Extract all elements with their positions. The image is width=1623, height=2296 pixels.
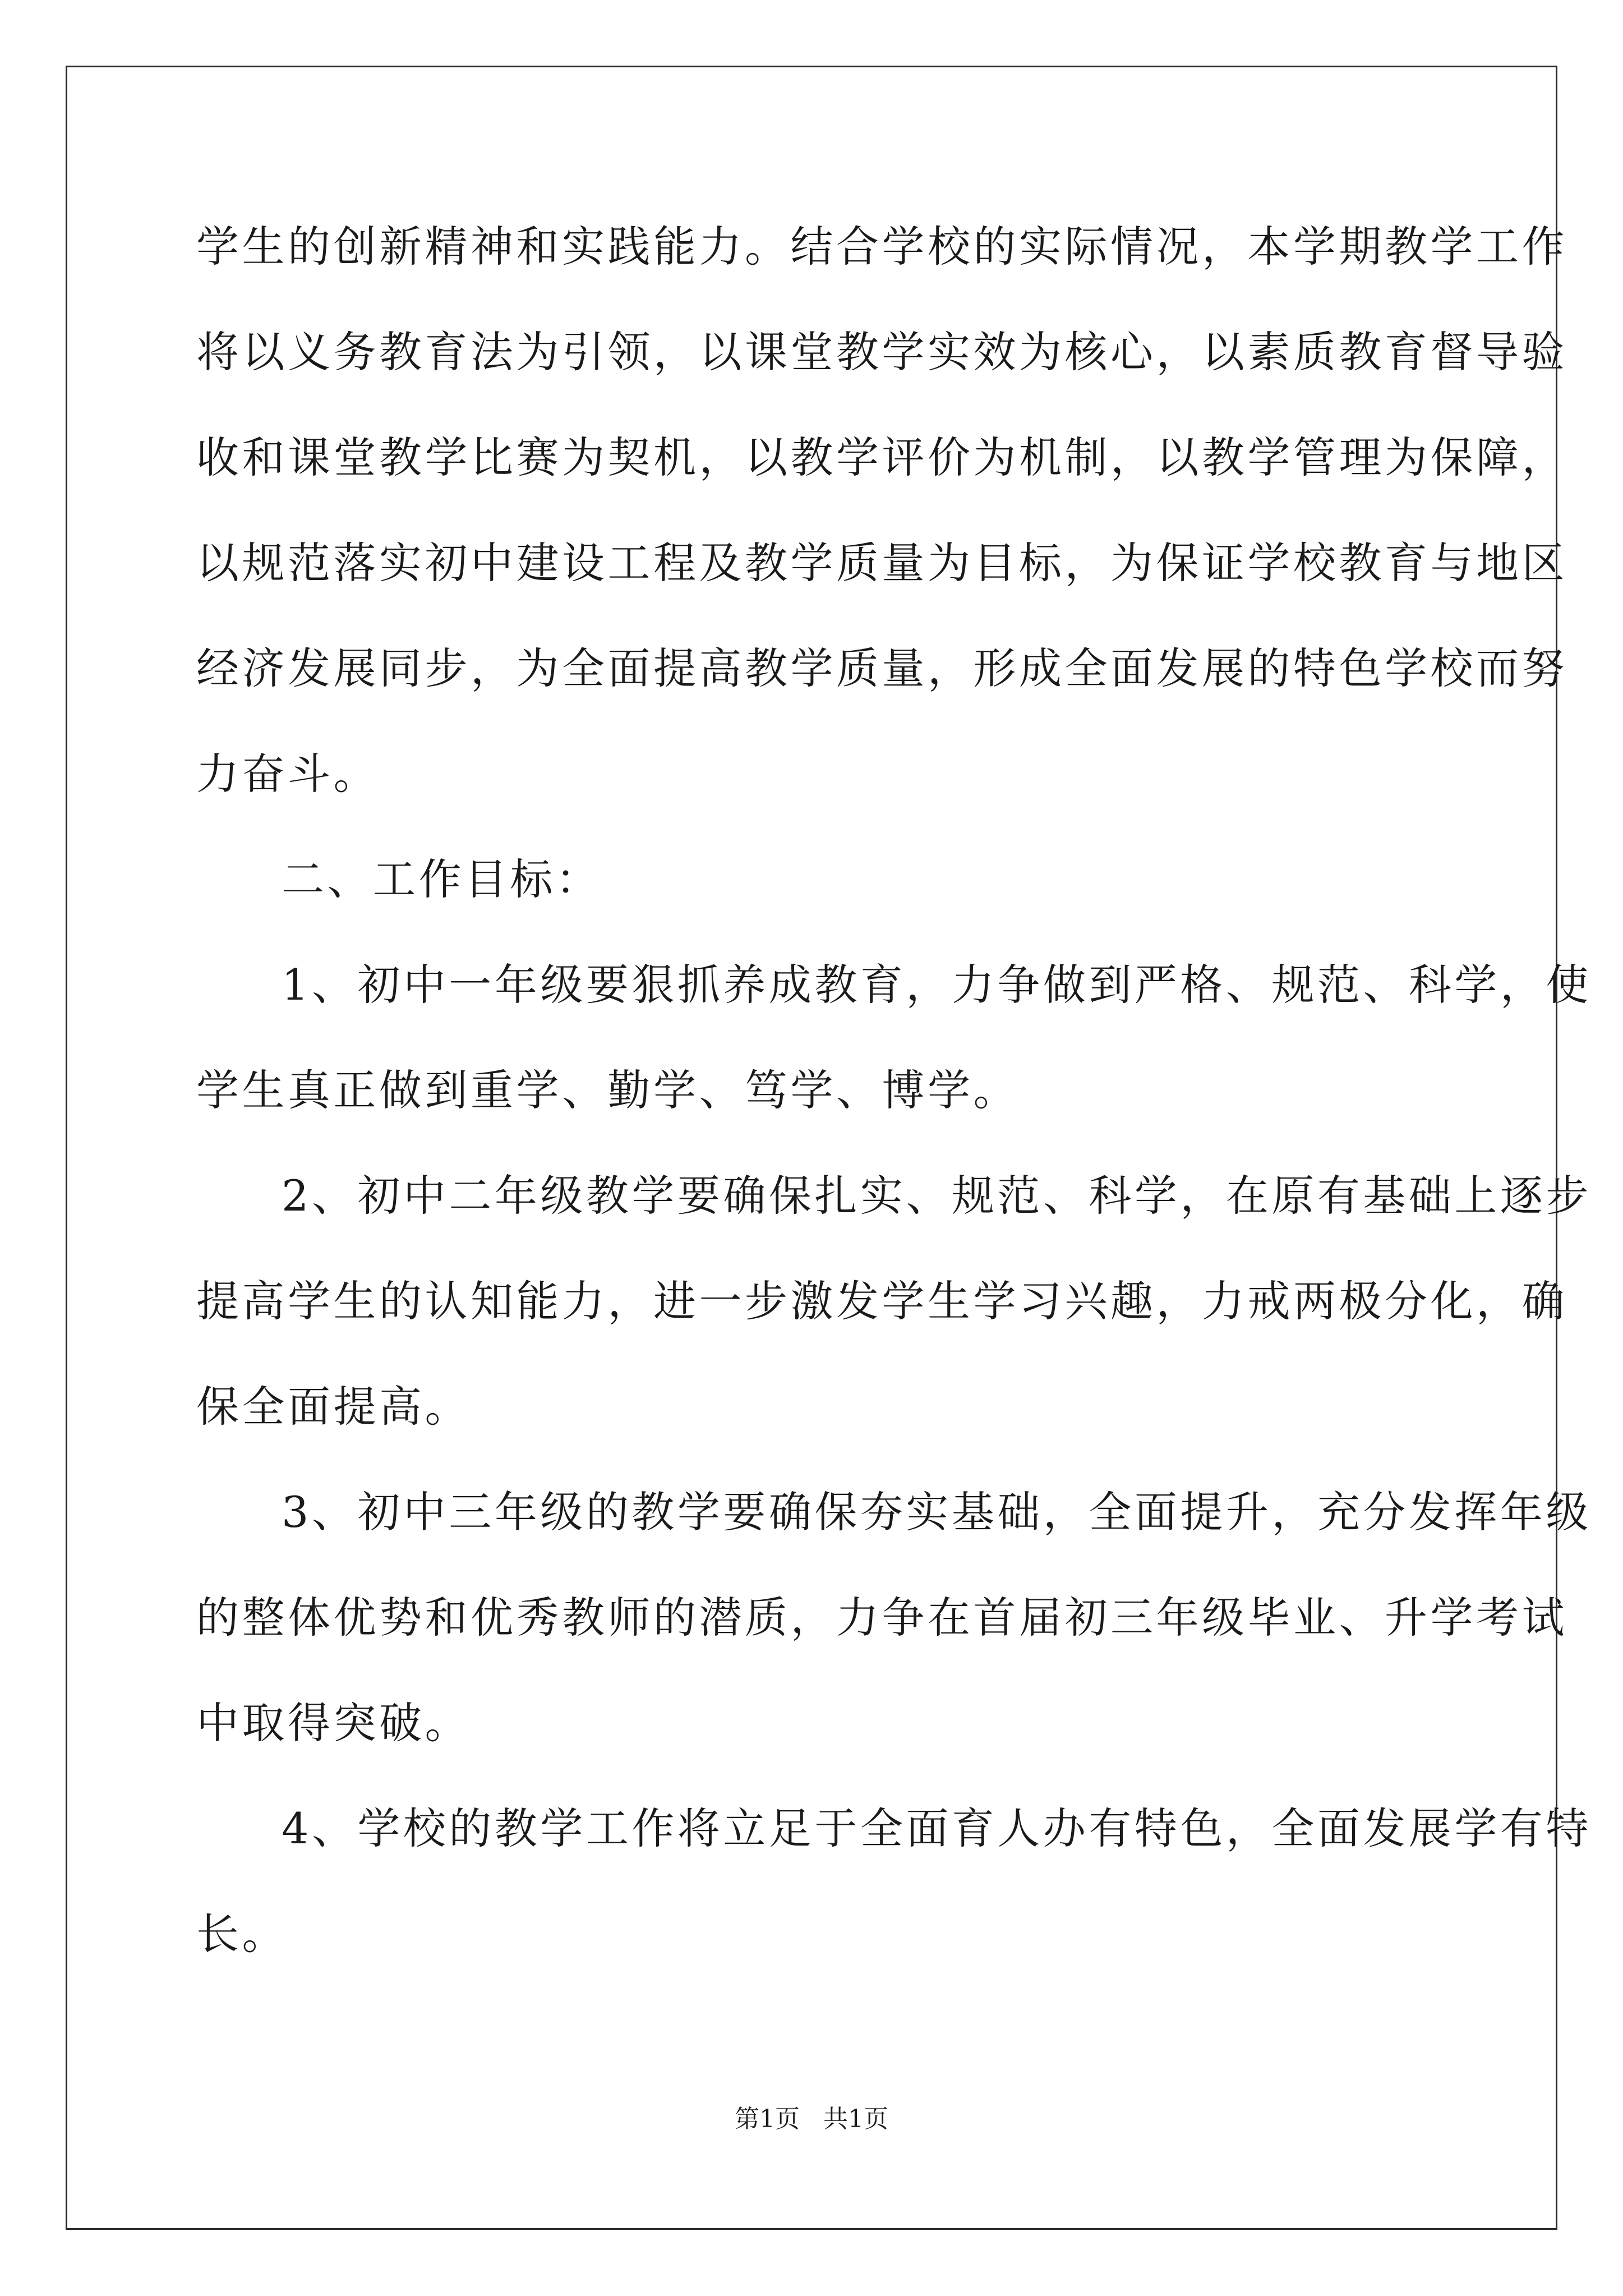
paragraph-line: 学生真正做到重学、勤学、笃学、博学。 [196,1065,1019,1115]
paragraph-line: 2、初中二年级教学要确保扎实、规范、科学，在原有基础上逐步 [282,1171,1592,1221]
section-heading: 二、工作目标： [282,854,602,904]
paragraph-line: 收和课堂教学比赛为契机，以教学评价为机制，以教学管理为保障， [196,432,1567,482]
paragraph-line: 的整体优势和优秀教师的潜质，力争在首届初三年级毕业、升学考试 [196,1593,1567,1642]
paragraph-line: 长。 [196,1909,288,1959]
paragraph-line: 4、学校的教学工作将立足于全面育人办有特色，全面发展学有特 [282,1803,1592,1853]
paragraph-line: 以规范落实初中建设工程及教学质量为目标，为保证学校教育与地区 [196,538,1567,588]
paragraph-line: 力奋斗。 [196,749,379,799]
paragraph-line: 经济发展同步，为全面提高教学质量，形成全面发展的特色学校而努 [196,643,1567,693]
page-number-footer: 第1页 共1页 [735,2105,888,2133]
paragraph-line: 将以义务教育法为引领，以课堂教学实效为核心，以素质教育督导验 [196,327,1567,377]
paragraph-line: 保全面提高。 [196,1382,471,1432]
document-body [196,213,1592,2006]
paragraph-line: 学生的创新精神和实践能力。结合学校的实际情况，本学期教学工作 [196,222,1567,272]
paragraph-line: 提高学生的认知能力，进一步激发学生学习兴趣，力戒两极分化，确 [196,1276,1567,1326]
paragraph-line: 中取得突破。 [196,1698,471,1748]
paragraph-line: 3、初中三年级的教学要确保夯实基础，全面提升，充分发挥年级 [282,1487,1592,1537]
paragraph-line: 1、初中一年级要狠抓养成教育，力争做到严格、规范、科学，使 [282,960,1592,1010]
